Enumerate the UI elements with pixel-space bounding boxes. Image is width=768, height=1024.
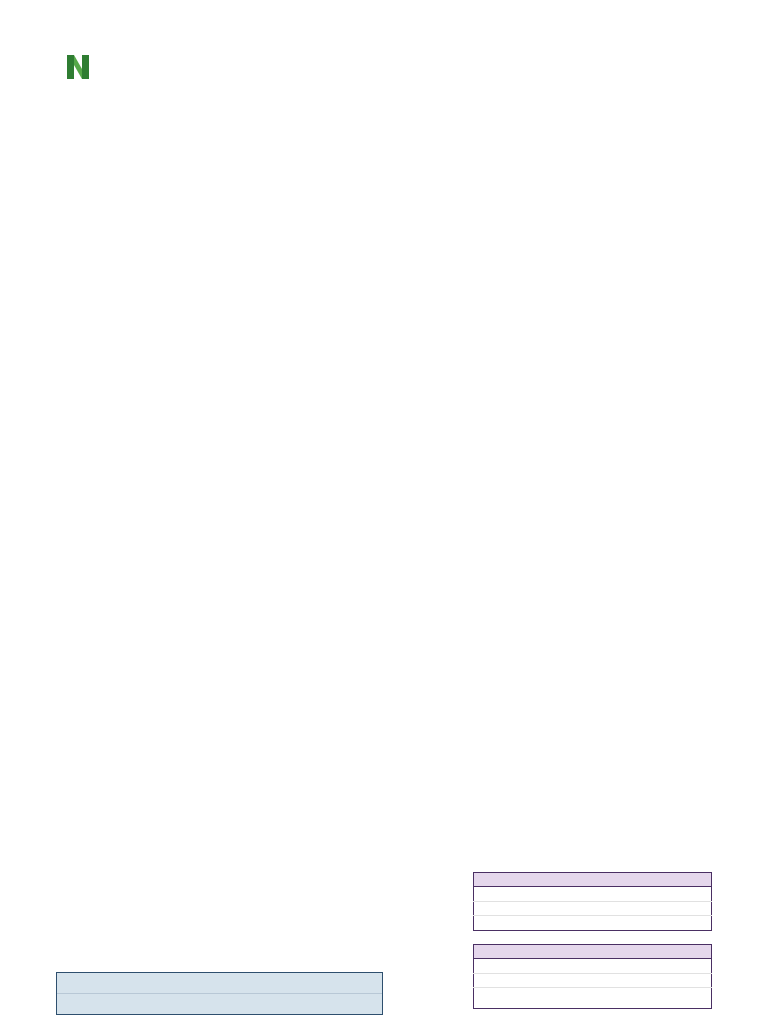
comparison-necessities-label: [474, 959, 644, 973]
comparison-box: [473, 944, 711, 1009]
your-totals-header: [474, 873, 644, 887]
nerdwallet-logo: [63, 52, 241, 82]
comparison-savings-label: [474, 988, 644, 1009]
total-expenses-row: [57, 973, 382, 994]
your-totals-wants-value[interactable]: [644, 901, 712, 915]
your-totals-box: [473, 872, 711, 931]
comparison-savings-value[interactable]: [644, 988, 712, 1009]
income-remaining-row: [57, 994, 382, 1014]
your-totals-needs-label: [474, 887, 644, 901]
summary-box: [56, 972, 383, 1015]
comparison-wants-label: [474, 973, 644, 987]
your-totals-savings-value[interactable]: [644, 916, 712, 930]
your-totals-wants-label: [474, 901, 644, 915]
comparison-necessities-value[interactable]: [644, 959, 712, 973]
comparison-header: [474, 945, 644, 959]
nerdwallet-n-logo-icon: [65, 53, 91, 81]
comparison-wants-value[interactable]: [644, 973, 712, 987]
instructions-text: [276, 49, 616, 63]
your-totals-savings-label: [474, 916, 644, 930]
your-totals-needs-value[interactable]: [644, 887, 712, 901]
